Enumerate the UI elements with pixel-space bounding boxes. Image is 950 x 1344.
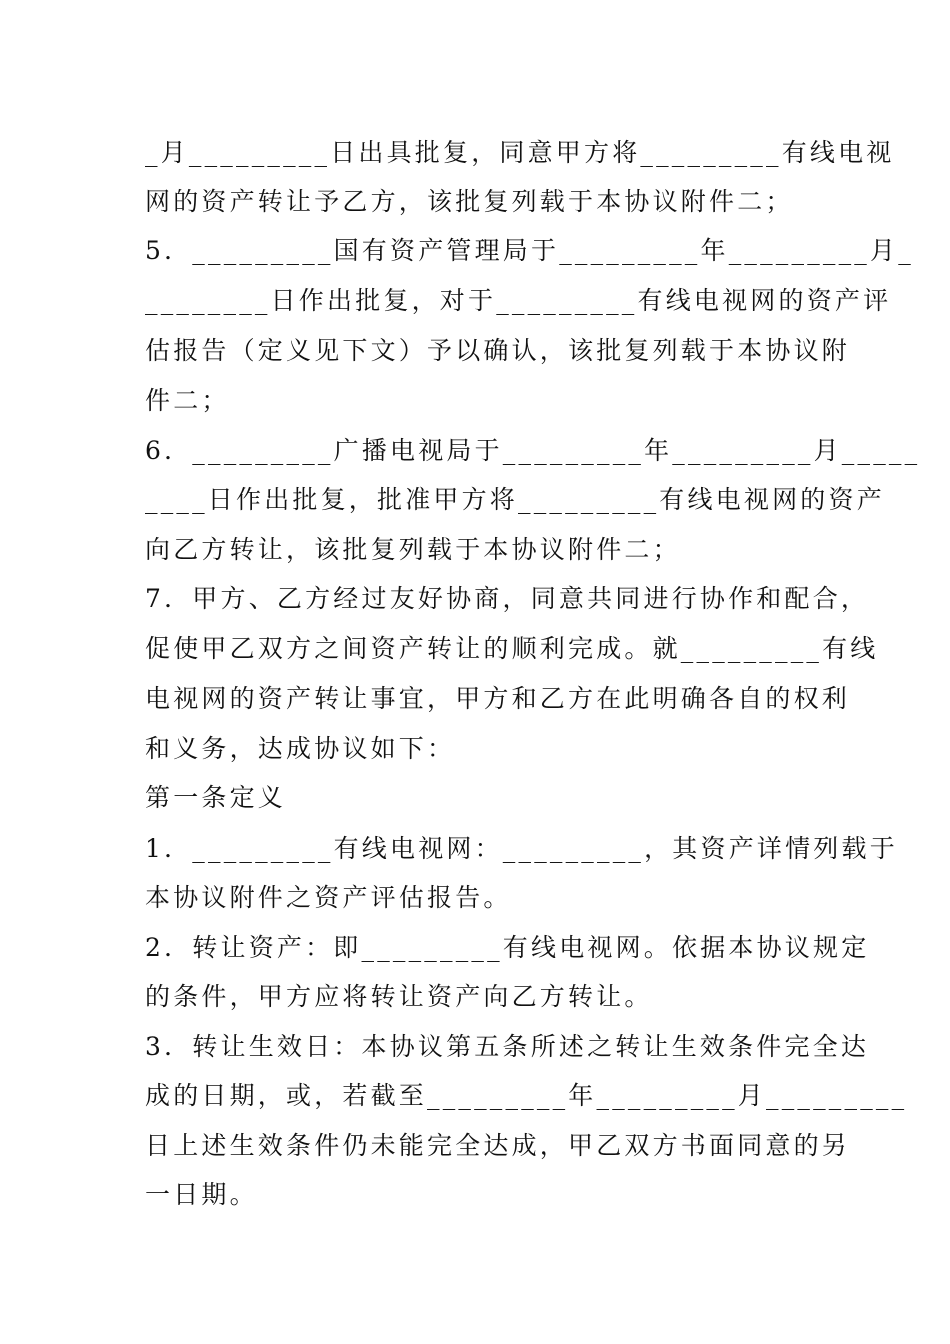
text-line: 成的日期，或，若截至_________年_________月_________	[145, 1081, 908, 1110]
text-line: 估报告（定义见下文）予以确认，该批复列载于本协议附	[145, 336, 851, 365]
text-line: 电视网的资产转让事宜，甲方和乙方在此明确各自的权利	[145, 684, 851, 713]
section-heading: 第一条定义	[145, 783, 287, 812]
text-line: 日上述生效条件仍未能完全达成，甲乙双方书面同意的另	[145, 1131, 851, 1160]
text-line: 6．_________广播电视局于_________年_________月_____	[145, 436, 921, 465]
text-line: 一日期。	[145, 1180, 258, 1209]
text-line: 本协议附件之资产评估报告。	[145, 883, 512, 912]
text-line: 2．转让资产：即_________有线电视网。依据本协议规定	[145, 933, 870, 962]
text-line: 3．转让生效日：本协议第五条所述之转让生效条件完全达	[145, 1032, 870, 1061]
text-line: ____日作出批复，批准甲方将_________有线电视网的资产	[145, 485, 885, 514]
text-line: 7．甲方、乙方经过友好协商，同意共同进行协作和配合，	[145, 584, 870, 613]
text-line: 5．_________国有资产管理局于_________年_________月_	[145, 236, 914, 265]
text-line: _月_________日出具批复，同意甲方将_________有线电视	[145, 138, 895, 167]
text-line: ________日作出批复，对于_________有线电视网的资产评	[145, 286, 892, 315]
text-line: 1．_________有线电视网：_________，其资产详情列载于	[145, 834, 898, 863]
text-line: 件二；	[145, 386, 230, 415]
text-line: 促使甲乙双方之间资产转让的顺利完成。就_________有线	[145, 634, 879, 663]
text-line: 网的资产转让予乙方，该批复列载于本协议附件二；	[145, 187, 794, 216]
text-line: 和义务，达成协议如下：	[145, 734, 456, 763]
text-line: 向乙方转让，该批复列载于本协议附件二；	[145, 535, 681, 564]
text-line: 的条件，甲方应将转让资产向乙方转让。	[145, 982, 653, 1011]
